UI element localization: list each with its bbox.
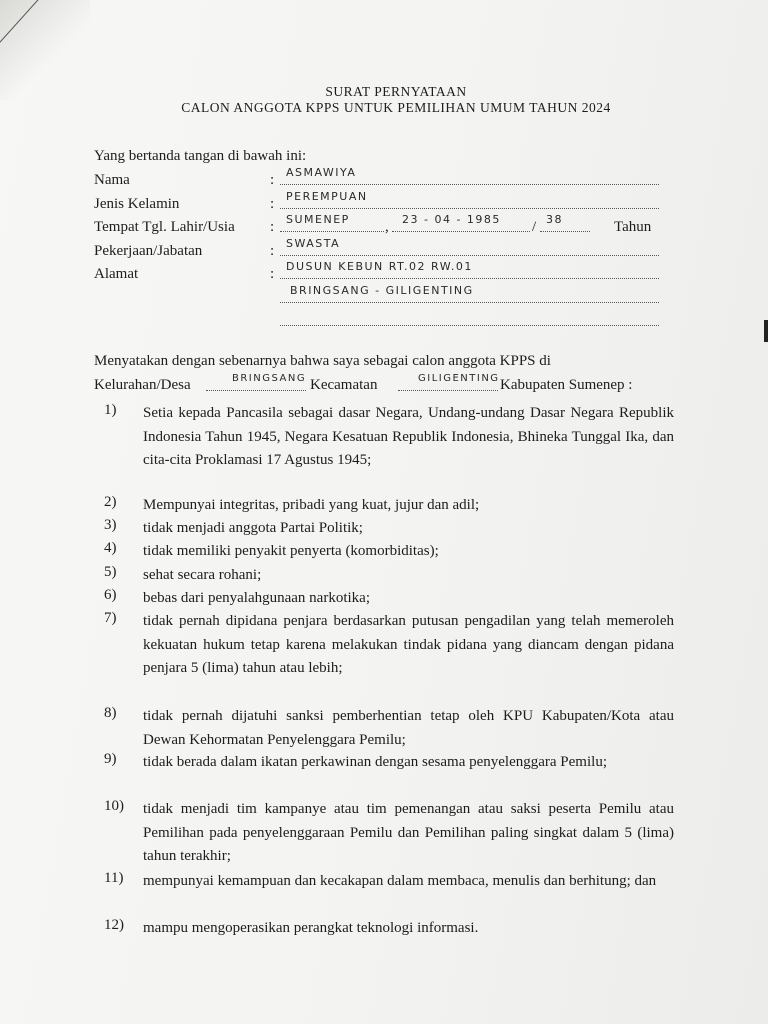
list-number: 4) — [104, 540, 117, 556]
document-subtitle: CALON ANGGOTA KPPS UNTUK PEMILIHAN UMUM TAHUN 2024 — [181, 100, 611, 115]
list-text: bebas dari penyalahgunaan narkotika; — [143, 590, 370, 606]
document-title: SURAT PERNYATAAN — [325, 84, 467, 99]
field-nama — [94, 166, 659, 194]
field-colon: : — [270, 219, 275, 235]
list-text: tidak memiliki penyakit penyerta (komorbiditas); — [143, 543, 439, 559]
page-edge-mark — [764, 320, 768, 342]
list-text: sehat secara rohani; — [143, 567, 262, 583]
handwritten-kecamatan: GILIGENTING — [418, 373, 500, 384]
list-text: mempunyai kemampuan dan kecakapan dalam membaca, menulis dan berhitung; dan — [143, 873, 657, 889]
comma: , — [385, 219, 389, 235]
list-text: mampu mengoperasikan perangkat teknologi informasi. — [143, 920, 479, 936]
field-colon: : — [270, 243, 275, 259]
dotted-line-kecamatan — [398, 390, 498, 391]
field-label: Tempat Tgl. Lahir/Usia — [94, 219, 235, 235]
intro-text: Yang bertanda tangan di bawah ini: — [94, 148, 307, 164]
kabupaten-text: Kabupaten Sumenep : — [500, 377, 633, 393]
list-number: 9) — [104, 751, 117, 767]
list-number: 8) — [104, 705, 117, 721]
handwritten-age: 38 — [546, 213, 563, 226]
dotted-line-address-3 — [280, 325, 659, 326]
list-number: 1) — [104, 402, 117, 418]
field-jenis-kelamin — [94, 190, 659, 218]
field-colon: : — [270, 266, 275, 282]
handwritten-kelurahan: BRINGSANG — [232, 373, 307, 384]
list-text: Setia kepada Pancasila sebagai dasar Negara, Undang-undang Dasar Negara Republik Indonesia Tahun 1945, Negara Kesatuan Republik Indonesia, Bhineka Tunggal Ika, dan cita-cita Proklamasi 17 Agustus 1945; — [143, 405, 674, 468]
kelurahan-label: Kelurahan/Desa — [94, 377, 191, 393]
list-number: 3) — [104, 517, 117, 533]
handwritten-value: PEREMPUAN — [286, 190, 368, 203]
list-text: tidak pernah dijatuhi sanksi pemberhentian tetap oleh KPU Kabupaten/Kota atau Dewan Kehormatan Penyelenggara Pemilu; — [143, 708, 674, 748]
dotted-line — [540, 231, 590, 232]
list-item — [104, 402, 674, 496]
field-label: Nama — [94, 172, 130, 188]
field-label: Jenis Kelamin — [94, 196, 180, 212]
list-number: 7) — [104, 610, 117, 626]
field-colon: : — [270, 172, 275, 188]
handwritten-address-line2: BRINGSANG - GILIGENTING — [290, 284, 474, 297]
field-label: Pekerjaan/Jabatan — [94, 243, 203, 259]
dotted-line — [280, 208, 659, 209]
handwritten-date: 23 - 04 - 1985 — [402, 213, 501, 226]
list-number: 6) — [104, 587, 117, 603]
list-text: tidak berada dalam ikatan perkawinan dengan sesama penyelenggara Pemilu; — [143, 754, 607, 770]
field-ttl — [94, 213, 659, 241]
list-number: 12) — [104, 917, 124, 933]
handwritten-place: SUMENEP — [286, 213, 350, 226]
field-colon: : — [270, 196, 275, 212]
handwritten-value: ASMAWIYA — [286, 166, 357, 179]
list-text: Mempunyai integritas, pribadi yang kuat, jujur dan adil; — [143, 497, 480, 513]
slash: / — [532, 219, 537, 235]
dotted-line — [280, 231, 384, 232]
dotted-line-address-2 — [280, 302, 659, 303]
field-label: Alamat — [94, 266, 139, 282]
list-number: 5) — [104, 564, 117, 580]
list-number: 10) — [104, 798, 124, 814]
kecamatan-label: Kecamatan — [310, 377, 378, 393]
list-text: tidak menjadi anggota Partai Politik; — [143, 520, 363, 536]
dotted-line-kelurahan — [206, 390, 306, 391]
handwritten-address-line1: DUSUN KEBUN RT.02 RW.01 — [286, 260, 473, 273]
dotted-line — [280, 255, 659, 256]
dotted-line — [280, 278, 659, 279]
list-number: 2) — [104, 494, 117, 510]
dotted-line — [392, 231, 530, 232]
handwritten-value: SWASTA — [286, 237, 341, 250]
dotted-line — [280, 184, 659, 185]
statement-text: Menyatakan dengan sebenarnya bahwa saya sebagai calon anggota KPPS di — [94, 353, 551, 369]
age-unit: Tahun — [614, 219, 652, 235]
list-text: tidak menjadi tim kampanye atau tim pemenangan atau saksi peserta Pemilu atau Pemilihan pada penyelenggaraan Pemilu dan Pemilihan paling singkat dalam 5 (lima) tahun terakhir; — [143, 801, 674, 864]
list-text: tidak pernah dipidana penjara berdasarkan putusan pengadilan yang telah memeroleh kekuatan hukum tetap karena melakukan tindak pidana yang diancam dengan pidana penjara 5 (lima) tahun atau lebih; — [143, 613, 674, 676]
list-number: 11) — [104, 870, 124, 886]
